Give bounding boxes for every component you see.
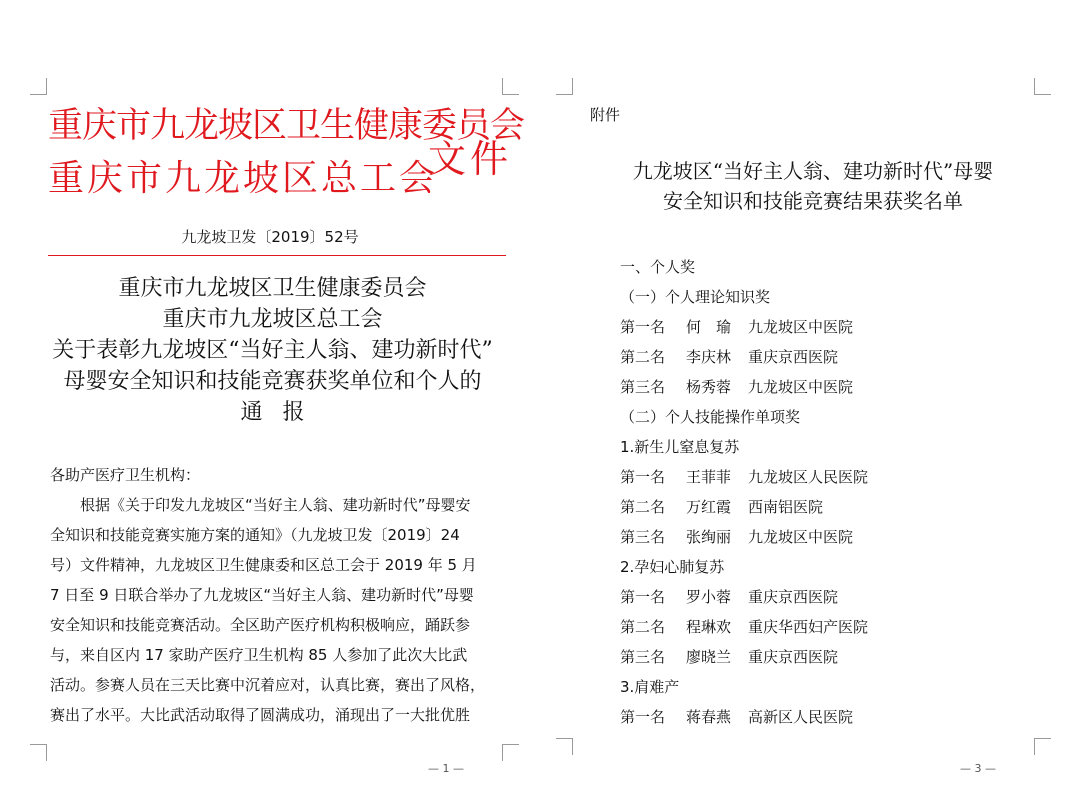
crop-mark-bottom-right <box>502 744 519 761</box>
awardee-name: 张绚丽 <box>686 528 732 546</box>
attachment-label: 附件 <box>590 106 621 124</box>
award-entry <box>620 522 1040 552</box>
award-rank: 第三名 <box>620 648 666 666</box>
page-right <box>540 0 1080 808</box>
awardee-organization: 九龙坡区人民医院 <box>748 468 869 486</box>
award-rank: 第一名 <box>620 468 666 486</box>
award-section-heading: 2.孕妇心肺复苏 <box>620 558 725 576</box>
awardee-organization: 重庆京西医院 <box>748 348 839 366</box>
body-line: 与，来自区内 17 家助产医疗卫生机构 85 人参加了此次大比武 <box>50 646 468 664</box>
crop-mark-top-left <box>556 78 573 95</box>
awardee-name: 廖晓兰 <box>686 648 732 666</box>
awardee-organization: 西南铝医院 <box>748 498 824 516</box>
award-entry <box>620 702 1040 732</box>
awardee-name: 王菲菲 <box>686 468 732 486</box>
title-line: 重庆市九龙坡区卫生健康委员会 <box>118 276 427 301</box>
crop-mark-top-left <box>30 78 47 95</box>
award-rank: 第一名 <box>620 708 666 726</box>
awardee-organization: 高新区人民医院 <box>748 708 854 726</box>
award-entry <box>620 372 1040 402</box>
awardee-name: 杨秀蓉 <box>686 378 732 396</box>
body-line: 号）文件精神，九龙坡区卫生健康委和区总工会于 2019 年 5 月 <box>50 556 477 574</box>
award-rank: 第二名 <box>620 618 666 636</box>
red-letterhead <box>48 98 525 200</box>
awardee-organization: 九龙坡区中医院 <box>748 318 854 336</box>
awardee-organization: 重庆京西医院 <box>748 648 839 666</box>
award-list-title <box>578 156 1048 216</box>
awardee-name: 李庆林 <box>686 348 732 366</box>
title-line: 母婴安全知识和技能竞赛获奖单位和个人的 <box>63 369 482 394</box>
award-entry <box>620 642 1040 672</box>
award-section-heading: 一、个人奖 <box>620 258 696 276</box>
body-paragraph <box>50 490 512 730</box>
page-number: — 1 — <box>428 762 464 775</box>
awardee-name: 程琳欢 <box>686 618 732 636</box>
awardee-name: 罗小蓉 <box>686 588 732 606</box>
title-line: 安全知识和技能竞赛结果获奖名单 <box>663 189 963 213</box>
crop-mark-top-right <box>1034 78 1051 95</box>
crop-mark-bottom-left <box>30 744 47 761</box>
page-number: — 3 — <box>960 762 996 775</box>
award-rank: 第二名 <box>620 498 666 516</box>
title-line: 重庆市九龙坡区总工会 <box>162 307 383 332</box>
document-title <box>40 273 505 428</box>
award-section-heading: （一）个人理论知识奖 <box>620 288 771 306</box>
awardee-name: 万红霞 <box>686 498 732 516</box>
title-line: 九龙坡区“当好主人翁、建功新时代”母婴 <box>632 159 994 183</box>
award-entry <box>620 342 1040 372</box>
award-entry <box>620 492 1040 522</box>
letterhead-line-health-commission: 重庆市九龙坡区卫生健康委员会 <box>48 106 525 146</box>
award-section-heading: （二）个人技能操作单项奖 <box>620 408 801 426</box>
award-section-heading: 1.新生儿窒息复苏 <box>620 438 740 456</box>
awardee-organization: 九龙坡区中医院 <box>748 528 854 546</box>
award-rank: 第一名 <box>620 318 666 336</box>
red-divider <box>48 255 506 256</box>
document-number: 九龙坡卫发〔2019〕52号 <box>181 228 359 246</box>
crop-mark-bottom-left <box>556 738 573 755</box>
award-entry <box>620 612 1040 642</box>
award-rank: 第二名 <box>620 348 666 366</box>
body-line: 全知识和技能竞赛实施方案的通知》（九龙坡卫发〔2019〕24 <box>50 526 460 544</box>
award-entry <box>620 312 1040 342</box>
letterhead-suffix: 文件 <box>428 137 513 181</box>
body-line: 根据《关于印发九龙坡区“当好主人翁、建功新时代”母婴安 <box>50 496 471 514</box>
body-line: 安全知识和技能竞赛活动。全区助产医疗机构积极响应，踊跃参 <box>50 616 471 634</box>
award-rank: 第一名 <box>620 588 666 606</box>
awardee-organization: 重庆华西妇产医院 <box>748 618 869 636</box>
award-section-heading: 3.肩难产 <box>620 678 680 696</box>
awardee-organization: 九龙坡区中医院 <box>748 378 854 396</box>
award-rank: 第三名 <box>620 378 666 396</box>
award-list <box>620 252 1040 732</box>
body-line: 活动。参赛人员在三天比赛中沉着应对，认真比赛，赛出了风格， <box>50 676 486 694</box>
title-line: 通报 <box>240 400 325 425</box>
award-entry <box>620 582 1040 612</box>
title-line: 关于表彰九龙坡区“当好主人翁、建功新时代” <box>52 338 493 363</box>
body-line: 赛出了水平。大比武活动取得了圆满成功，涌现出了一大批优胜 <box>50 706 471 724</box>
awardee-name: 蒋春燕 <box>686 708 732 726</box>
crop-mark-top-right <box>502 78 519 95</box>
award-entry <box>620 462 1040 492</box>
awardee-name: 何 瑜 <box>686 318 732 336</box>
awardee-organization: 重庆京西医院 <box>748 588 839 606</box>
crop-mark-bottom-right <box>1034 738 1051 755</box>
award-rank: 第三名 <box>620 528 666 546</box>
body-line: 7 日至 9 日联合举办了九龙坡区“当好主人翁、建功新时代”母婴 <box>50 586 474 604</box>
salutation: 各助产医疗卫生机构： <box>50 466 201 484</box>
letterhead-line-trade-union: 重庆市九龙坡区总工会 <box>48 158 439 199</box>
